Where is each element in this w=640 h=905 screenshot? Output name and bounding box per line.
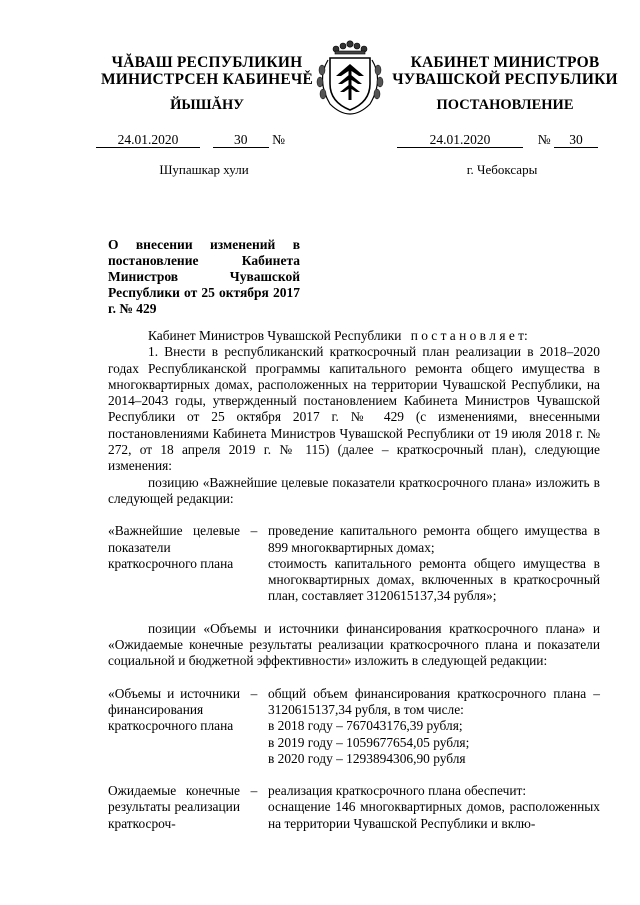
row-dash: – (250, 685, 258, 701)
preamble-text: Кабинет Министров Чувашской Республики (148, 328, 402, 343)
right-place: г. Чебоксары (466, 162, 538, 177)
row-value-line: в 2020 году – 1293894306,90 рубля (268, 750, 466, 766)
right-date: 24.01.2020 (397, 132, 523, 148)
document-body (108, 328, 600, 832)
document-title: О внесении изменений в постановление Кабинета Министров Чувашской Республики от 25 октября 2017 г. № 429 (108, 237, 300, 316)
left-number: 30 (213, 132, 269, 148)
header-left-line1: ЧĂВАШ РЕСПУБЛИКИН (111, 54, 303, 71)
left-place: Шупашкар хули (159, 162, 249, 177)
preamble-verb: п о с т а н о в л я е т: (410, 328, 528, 343)
header-left-doc-type: ЙЫШĂНУ (170, 97, 244, 113)
paragraph-2: позицию «Важнейшие целевые показатели краткосрочного плана» изложить в следующей редакции: (108, 474, 600, 506)
right-number-sign: № (537, 132, 551, 147)
right-date-line (397, 132, 607, 148)
row-label: «Важнейшие целевые показатели краткосрочного плана (108, 523, 240, 571)
paragraph-1: 1. Внести в республиканский краткосрочный план реализации в 2018–2020 годах Республиканской программы капитального ремонта общего имущества в многоквартирных домах, расположенных на территории Чувашской Республики, на 2014–2043 годы, утвержденный постановлением Кабинета Министров Чувашской Республики от 25 октября 2017 г. № 429 (с изменениями, внесенными постановлениями Кабинета Министров Чувашской Республики от 19 июля 2018 г. № 272, от 18 апреля 2019 г. № 115) (далее – краткосрочный план), следующие изменения: (108, 344, 600, 474)
preamble (108, 328, 600, 344)
row-value (268, 686, 600, 767)
row-label: Ожидаемые конечные результаты реализации краткосроч- (108, 783, 240, 831)
row-value-line: проведение капитального ремонта общего имущества в 899 многоквартирных домах; (268, 523, 600, 555)
row-value-line: реализация краткосрочного плана обеспечит: (268, 783, 527, 799)
header-left-line2: МИНИСТРСЕН КАБИНЕЧĚ (100, 71, 314, 88)
header-right-line1: КАБИНЕТ МИНИСТРОВ (410, 54, 600, 71)
row-value-line: в 2019 году – 1059677654,05 рубля; (268, 734, 470, 750)
row-dash: – (250, 783, 258, 799)
paragraph-3: позиции «Объемы и источники финансирования краткосрочного плана» и «Ожидаемые конечные результаты реализации краткосрочного плана и показатели социальной и бюджетной эффективности» изложить в следующей редакции: (108, 620, 600, 669)
table-row-results (108, 783, 600, 832)
row-value-line: стоимость капитального ремонта общего имущества в многоквартирных домах, включенных в краткосрочный план, составляет 3120615137,34 рубля»; (268, 555, 600, 604)
row-value-line: оснащение 146 многоквартирных домов, расположенных на территории Чувашской Республики и вклю- (268, 799, 600, 831)
row-value-line: общий объем финансирования краткосрочного плана – 3120615137,34 рубля, в том числе: (268, 685, 600, 717)
right-number: 30 (554, 132, 598, 148)
left-number-sign: № (272, 132, 286, 147)
table-row-targets (108, 523, 600, 604)
row-dash: – (250, 523, 258, 539)
header-right-doc-type: ПОСТАНОВЛЕНИЕ (436, 97, 574, 113)
header-left (92, 54, 322, 88)
header-right-line2: ЧУВАШСКОЙ РЕСПУБЛИКИ (392, 71, 618, 88)
left-date: 24.01.2020 (96, 132, 200, 148)
header-right (385, 54, 625, 88)
left-date-line (96, 132, 312, 148)
row-value-line: в 2018 году – 767043176,39 рубля; (268, 718, 463, 734)
row-label: «Объемы и источники финансирования краткосрочного плана (108, 685, 240, 734)
row-value (268, 783, 600, 832)
row-value (268, 523, 600, 604)
table-row-financing (108, 686, 600, 767)
